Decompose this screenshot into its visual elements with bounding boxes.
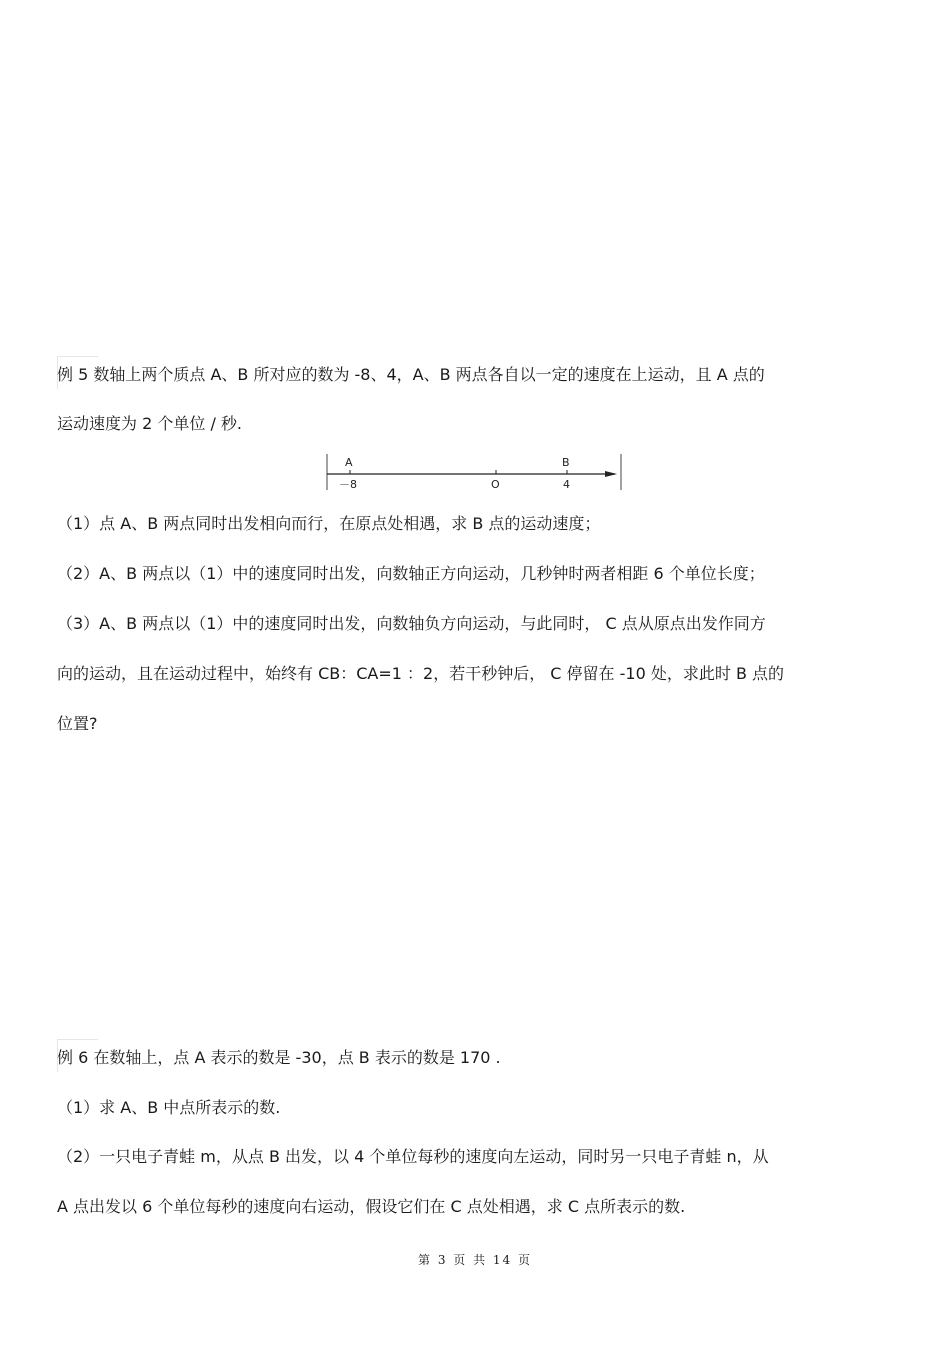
point-a-label: A: [345, 456, 353, 469]
number-line-figure: [325, 452, 625, 492]
example-6-question-2-line-2: A 点出发以 6 个单位每秒的速度向右运动，假设它们在 C 点处相遇，求 C 点所表示的数.: [57, 1197, 686, 1216]
example-6-question-1: （1）求 A、B 中点所表示的数.: [57, 1098, 281, 1117]
point-b-label: B: [562, 456, 570, 469]
example-6-question-2-line-1: （2）一只电子青蛙 m，从点 B 出发，以 4 个单位每秒的速度向左运动，同时另一只电子青蛙 n，从: [57, 1147, 769, 1166]
example-5-question-3-line-1: （3）A、B 两点以（1）中的速度同时出发，向数轴负方向运动，与此同时， C 点从原点出发作同方: [57, 614, 766, 633]
page-footer: 第 3 页 共 14 页: [418, 1253, 532, 1267]
tick-b-value: 4: [563, 478, 570, 491]
number-line-arrow: [605, 471, 617, 477]
tick-o-label: O: [491, 478, 500, 491]
example-5-question-3-line-2: 向的运动，且在运动过程中，始终有 CB：CA=1 ：2，若干秒钟后， C 停留在 -10 处，求此时 B 点的: [57, 664, 785, 683]
example-6-line-1: 例 6 在数轴上，点 A 表示的数是 -30，点 B 表示的数是 170 .: [57, 1048, 501, 1067]
example-5-question-1: （1）点 A、B 两点同时出发相向而行，在原点处相遇，求 B 点的运动速度；: [57, 514, 601, 533]
example-5-question-2: （2）A、B 两点以（1）中的速度同时出发，向数轴正方向运动，几秒钟时两者相距 6 个单位长度；: [57, 564, 765, 583]
example-5-question-3-line-3: 位置?: [57, 714, 98, 733]
tick-a-value: －8: [339, 478, 357, 491]
example-5-line-1: 例 5 数轴上两个质点 A、B 所对应的数为 -8、4，A、B 两点各自以一定的速度在上运动，且 A 点的: [57, 365, 765, 384]
example-5-line-2: 运动速度为 2 个单位 / 秒.: [57, 414, 243, 433]
